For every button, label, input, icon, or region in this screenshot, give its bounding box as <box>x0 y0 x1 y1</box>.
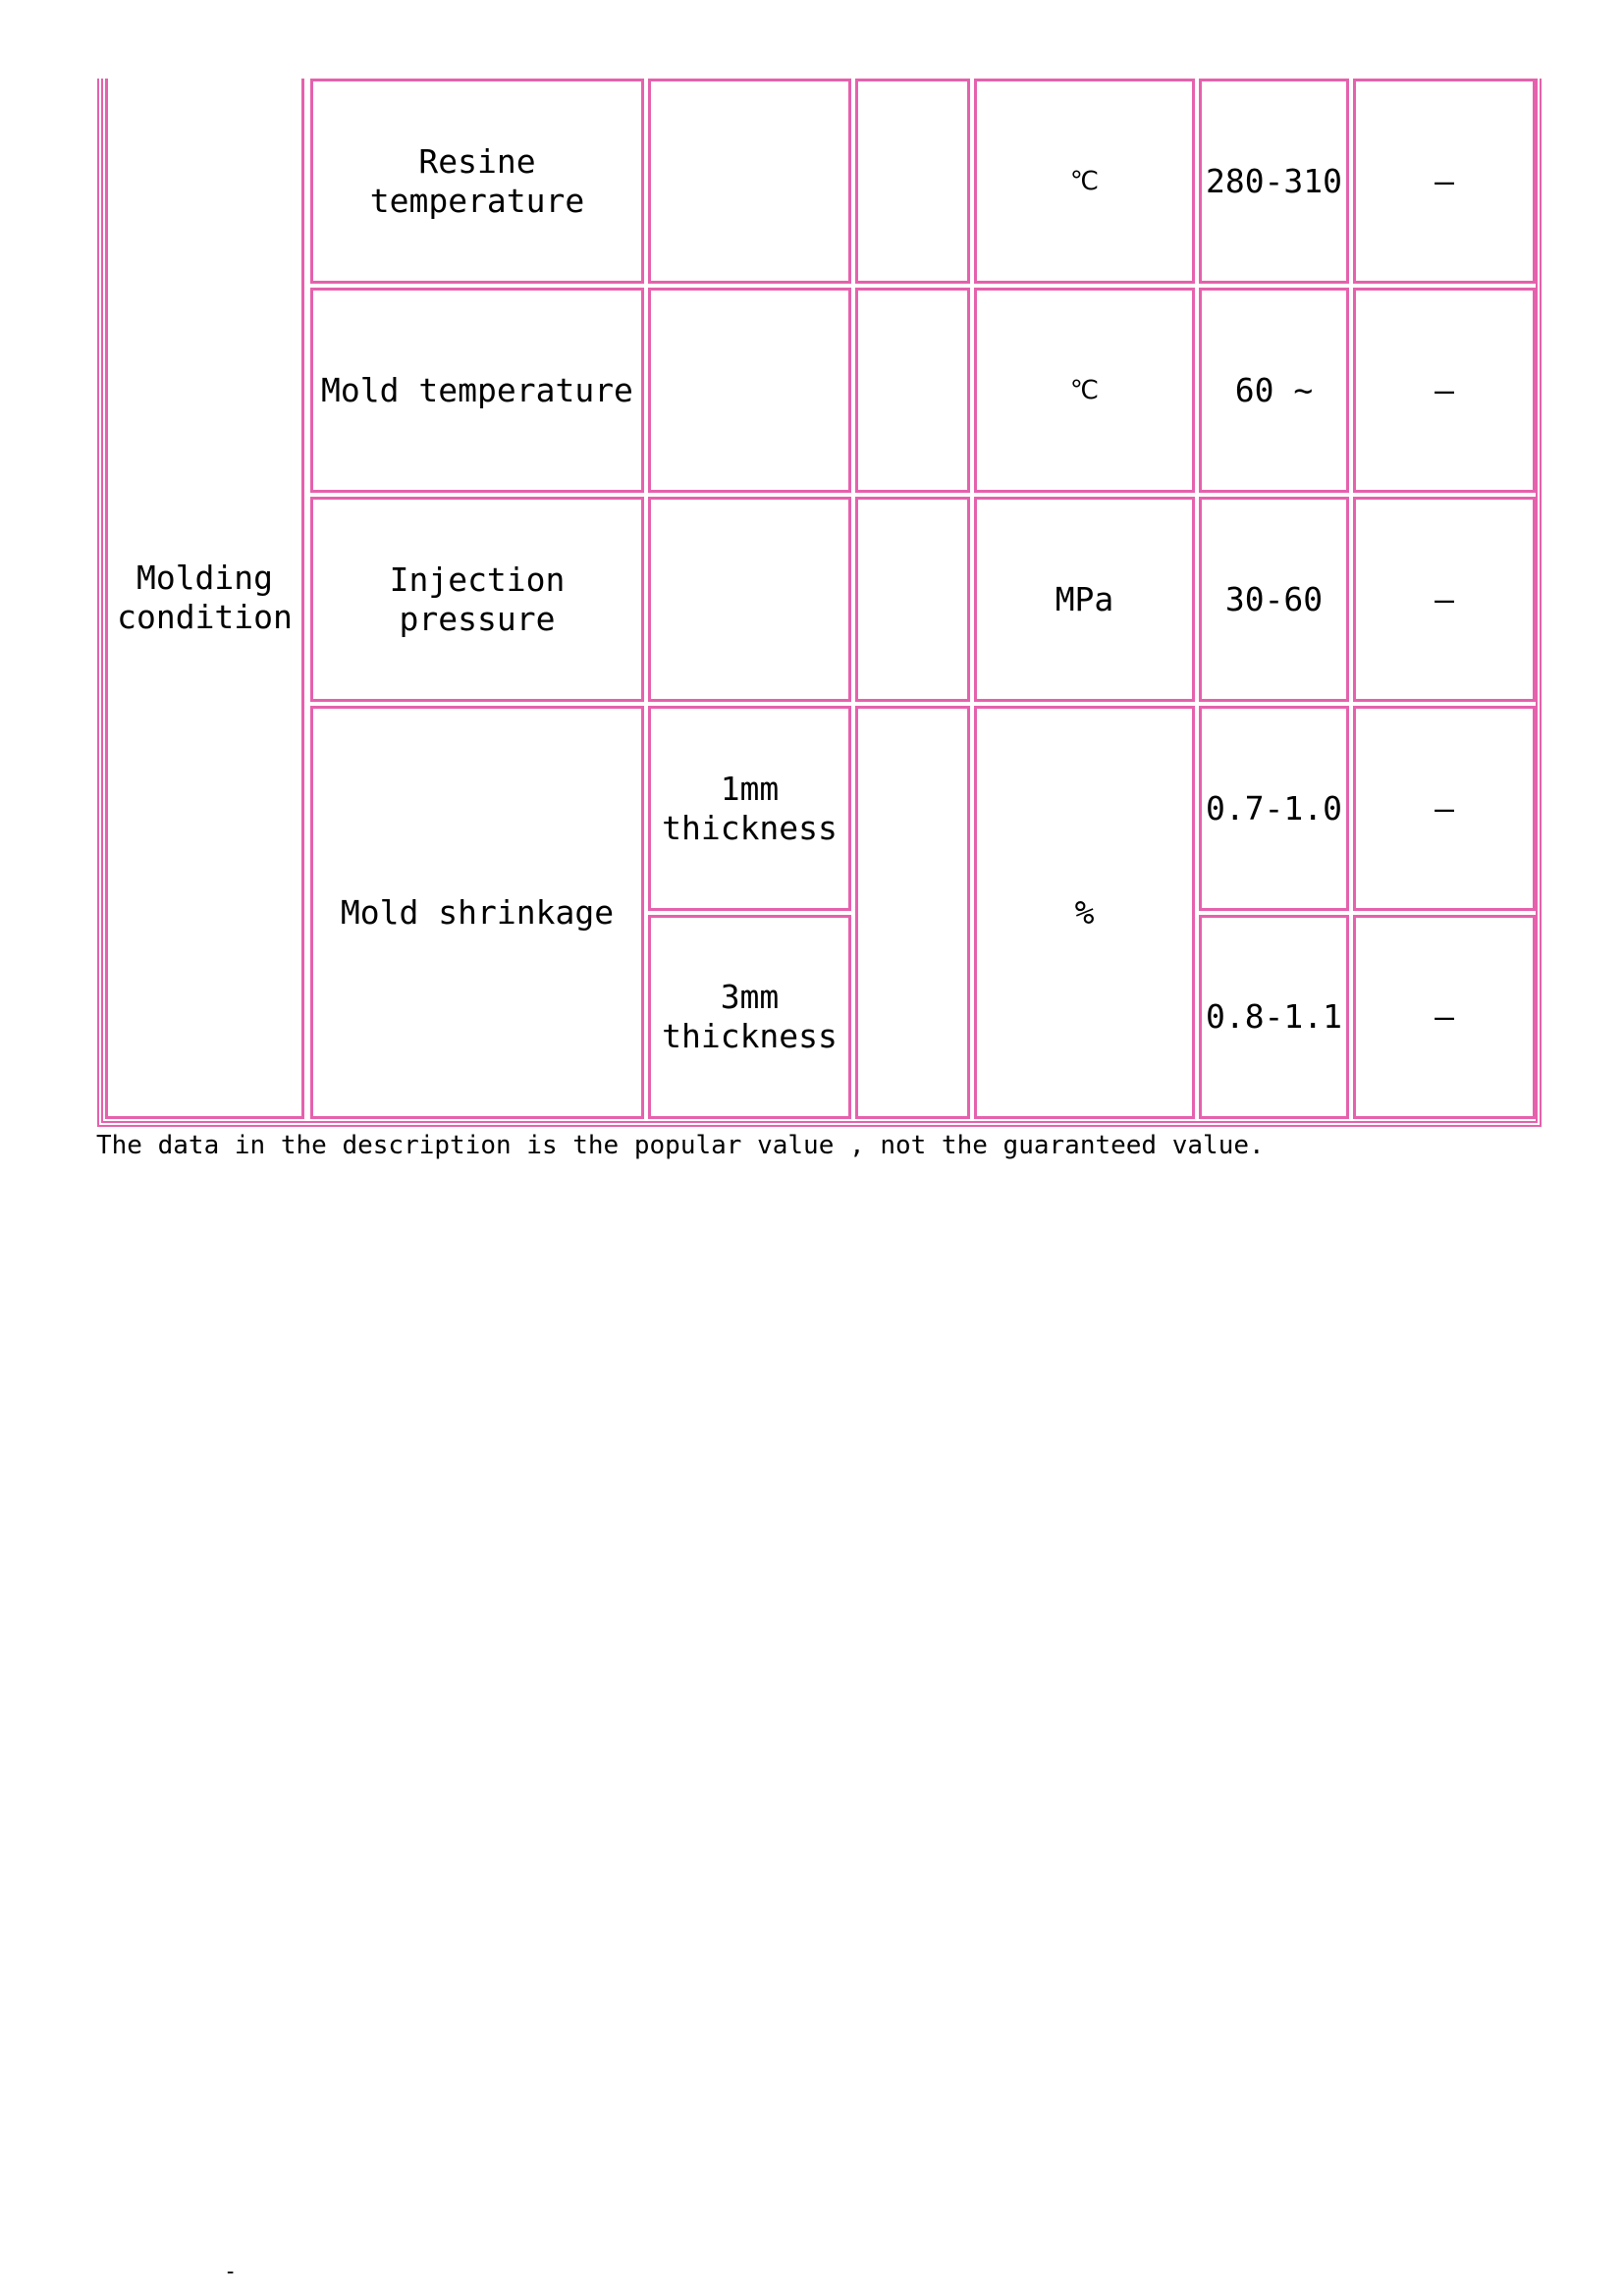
remark-label: — <box>1435 161 1454 200</box>
property-cell <box>310 288 644 493</box>
condition-cell <box>648 497 851 702</box>
value-label: 30-60 <box>1224 579 1324 618</box>
value-cell <box>1199 288 1349 493</box>
remark-cell <box>1353 79 1536 284</box>
remark-label: — <box>1435 370 1454 409</box>
value-label: 280-310 <box>1205 161 1343 200</box>
property-cell <box>310 706 644 1119</box>
unit-label: % <box>1074 892 1095 932</box>
value-label: 0.8-1.1 <box>1205 997 1343 1036</box>
remark-cell <box>1353 288 1536 493</box>
value-cell <box>1199 915 1349 1119</box>
property-label: Resine temperature <box>369 141 585 220</box>
remark-cell <box>1353 706 1536 911</box>
condition-cell <box>648 288 851 493</box>
condition-label: 1mm thickness <box>662 769 838 847</box>
group-label-cell <box>105 79 304 1119</box>
method-cell <box>855 288 970 493</box>
value-cell <box>1199 497 1349 702</box>
condition-cell <box>648 706 851 911</box>
property-label: Mold temperature <box>321 370 633 409</box>
property-cell <box>310 79 644 284</box>
property-label: Mold shrinkage <box>340 892 615 932</box>
unit-cell <box>974 497 1195 702</box>
remark-cell <box>1353 915 1536 1119</box>
unit-cell <box>974 706 1195 1119</box>
unit-cell <box>974 288 1195 493</box>
method-cell <box>855 79 970 284</box>
remark-cell <box>1353 497 1536 702</box>
value-cell <box>1199 79 1349 284</box>
unit-label: MPa <box>1055 579 1114 618</box>
remark-label: — <box>1435 788 1454 828</box>
condition-cell <box>648 915 851 1119</box>
unit-cell <box>974 79 1195 284</box>
unit-label: ℃ <box>1069 166 1100 196</box>
condition-label: 3mm thickness <box>662 978 838 1055</box>
condition-cell <box>648 79 851 284</box>
value-cell <box>1199 706 1349 911</box>
remark-label: — <box>1435 997 1454 1036</box>
group-label: Molding condition <box>117 558 293 636</box>
property-cell <box>310 497 644 702</box>
footnote: The data in the description is the popular value , not the guaranteed value. <box>96 1131 1265 1160</box>
method-cell <box>855 497 970 702</box>
property-label: Injection pressure <box>389 560 566 638</box>
method-cell <box>855 706 970 1119</box>
remark-label: — <box>1435 579 1454 618</box>
page-mark: - <box>224 2260 238 2284</box>
value-label: 60 ~ <box>1234 370 1314 409</box>
value-label: 0.7-1.0 <box>1205 788 1343 828</box>
unit-label: ℃ <box>1069 375 1100 405</box>
